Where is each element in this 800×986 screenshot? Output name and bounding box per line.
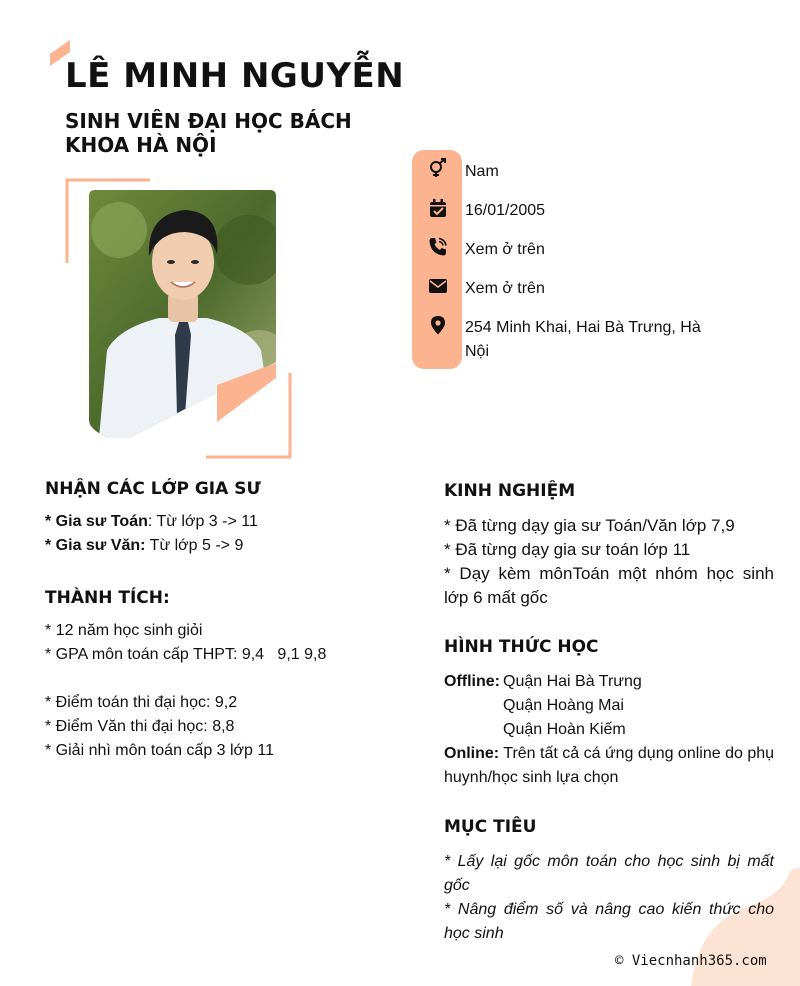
phone-icon bbox=[428, 237, 448, 257]
experience-heading: KINH NGHIỆM bbox=[444, 481, 576, 501]
experience-item: * Đã từng dạy gia sư Toán/Văn lớp 7,9 bbox=[444, 516, 735, 535]
birthdate-value: 16/01/2005 bbox=[465, 202, 546, 219]
online-label: Online: bbox=[444, 745, 500, 762]
classes-item-math bbox=[45, 510, 375, 534]
phone-value: Xem ở trên bbox=[465, 241, 545, 258]
achievement-item: * Điểm toán thi đại học: 9,2 bbox=[45, 694, 238, 711]
mail-icon bbox=[428, 276, 448, 296]
achievements-heading: THÀNH TÍCH: bbox=[45, 588, 170, 608]
offline-label bbox=[444, 670, 500, 694]
offline-place: Quận Hoàn Kiếm bbox=[503, 721, 626, 738]
classes-heading: NHẬN CÁC LỚP GIA SƯ bbox=[45, 479, 261, 499]
classes-item-lit bbox=[45, 534, 375, 558]
profile-photo bbox=[89, 190, 276, 438]
goal-item: * Nâng điểm số và nâng cao kiến thức cho học sinh bbox=[444, 901, 774, 942]
goal-item: * Lấy lại gốc môn toán cho học sinh bị mất gốc bbox=[444, 853, 774, 894]
classes-item-lit-label: * Gia sư Văn: bbox=[45, 537, 146, 554]
online-text: Trên tất cả cá ứng dụng online do phụ huynh/học sinh lựa chọn bbox=[444, 745, 775, 786]
offline-label-text: Offline: bbox=[444, 673, 500, 690]
email-value: Xem ở trên bbox=[465, 280, 545, 297]
achievement-item: * Giải nhì môn toán cấp 3 lớp 11 bbox=[45, 742, 274, 759]
location-icon bbox=[428, 315, 448, 335]
classes-item-math-text: : Từ lớp 3 -> 11 bbox=[147, 513, 258, 530]
study-mode-heading: HÌNH THỨC HỌC bbox=[444, 637, 599, 657]
online-mode bbox=[444, 742, 774, 790]
classes-item-math-label: * Gia sư Toán bbox=[45, 513, 148, 530]
achievement-item: * 12 năm học sinh giỏi bbox=[45, 622, 203, 639]
classes-item-lit-text: Từ lớp 5 -> 9 bbox=[145, 537, 244, 554]
calendar-icon bbox=[428, 198, 448, 218]
experience-item: * Dạy kèm mônToán một nhóm học sinh lớp 6 mất gốc bbox=[444, 564, 774, 607]
gender-icon bbox=[428, 158, 448, 178]
footer-credit: © Viecnhanh365.com bbox=[615, 953, 767, 969]
gender-value: Nam bbox=[465, 163, 499, 180]
goals-heading: MỤC TIÊU bbox=[444, 817, 537, 837]
achievement-item: * GPA môn toán cấp THPT: 9,4 9,1 9,8 bbox=[45, 646, 327, 663]
experience-item: * Đã từng dạy gia sư toán lớp 11 bbox=[444, 540, 691, 559]
achievement-item: * Điểm Văn thi đại học: 8,8 bbox=[45, 718, 235, 735]
candidate-subtitle: SINH VIÊN ĐẠI HỌC BÁCH KHOA HÀ NỘI bbox=[65, 109, 352, 157]
address-value: 254 Minh Khai, Hai Bà Trưng, Hà Nội bbox=[465, 319, 701, 360]
offline-place: Quận Hai Bà Trưng bbox=[503, 673, 642, 690]
offline-place: Quận Hoàng Mai bbox=[503, 697, 624, 714]
candidate-name: LÊ MINH NGUYỄN bbox=[65, 56, 405, 96]
info-icon-bar bbox=[412, 150, 462, 369]
